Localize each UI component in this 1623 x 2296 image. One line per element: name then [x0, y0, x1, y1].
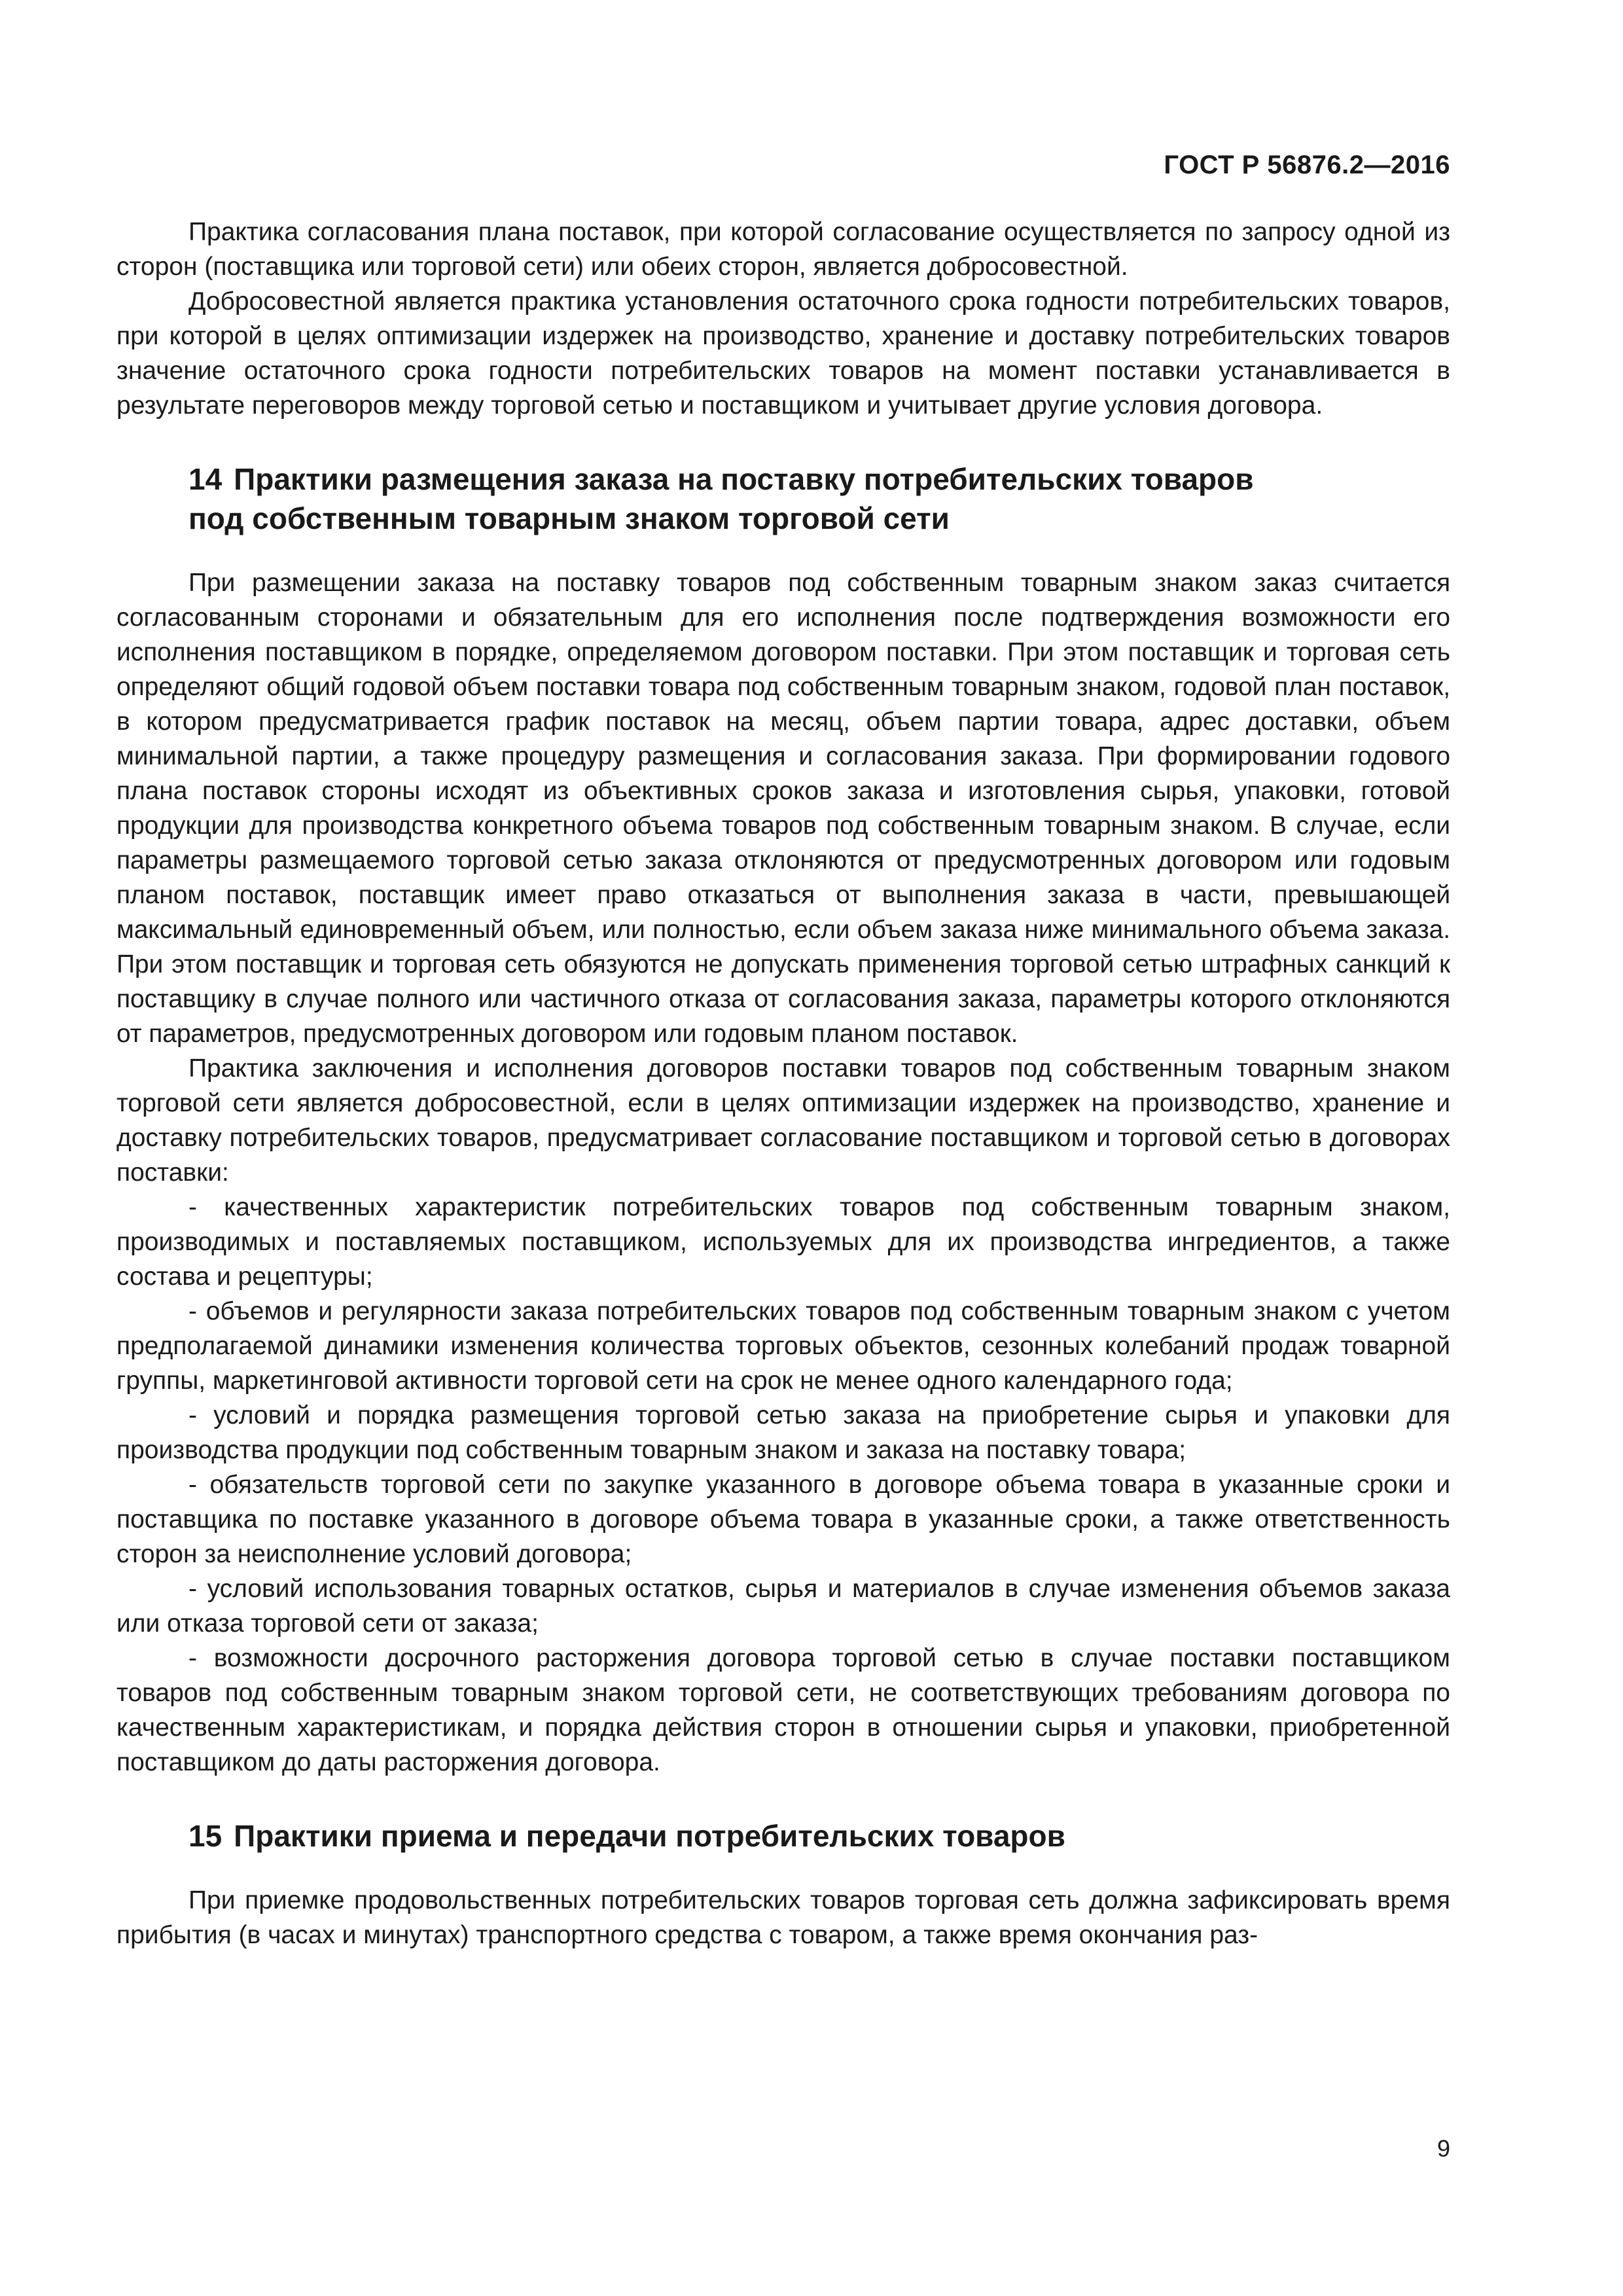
list-item: - условий использования товарных остатков, сырья и материалов в случае изменения объемов заказа или отказа торговой сети от заказа;: [116, 1575, 1450, 1638]
section-14-title-line2: под собственным товарным знаком торговой сети: [188, 501, 950, 535]
list-item: - объемов и регулярности заказа потребительских товаров под собственным товарным знаком с учетом предполагаемой динамики изменения количества торговых объектов, сезонных колебаний продаж товарной группы, маркетинговой активности торговой сети на срок не менее одного календарного года;: [116, 1297, 1450, 1395]
document-body: [116, 215, 1450, 1952]
section-15-heading: [188, 1816, 1450, 1856]
section-15-number: 15: [188, 1819, 223, 1853]
list-item: - обязательств торговой сети по закупке указанного в договоре объема товара в указанные сроки и поставщика по поставке указанного в договоре объема товара в указанные сроки, а также ответственность сторон за неисполнение условий договора;: [116, 1471, 1450, 1568]
paragraph: При размещении заказа на поставку товаров под собственным товарным знаком заказ считается согласованным сторонами и обязательным для его исполнения после подтверждения возможности его исполнения поставщиком в порядке, определяемом договором поставки. При этом поставщик и торговая сеть определяют общий годовой объем поставки товара под собственным товарным знаком, годовой план поставок, в котором предусматривается график поставок на месяц, объем партии товара, адрес доставки, объем минимальной партии, а также процедуру размещения и согласования заказа. При формировании годового плана поставок стороны исходят из объективных сроков заказа и изготовления сырья, упаковки, готовой продукции для производства конкретного объема товаров под собственным товарным знаком. В случае, если параметры размещаемого торговой сетью заказа отклоняются от предусмотренных договором или годовым планом поставок, поставщик имеет право отказаться от выполнения заказа в части, превышающей максимальный единовременный объем, или полностью, если объем заказа ниже минимального объема заказа. При этом поставщик и торговая сеть обязуются не допускать применения торговой сетью штрафных санкций к поставщику в случае полного или частичного отказа от согласования заказа, параметры которого отклоняются от параметров, предусмотренных договором или годовым планом поставок.: [116, 569, 1450, 1048]
paragraph: Добросовестной является практика установления остаточного срока годности потребительских товаров, при которой в целях оптимизации издержек на производство, хранение и доставку потребительских товаров значение остаточного срока годности потребительских товаров на момент поставки устанавливается в результате переговоров между торговой сетью и поставщиком и учитывает другие условия договора.: [116, 287, 1450, 420]
list-item: - условий и порядка размещения торговой сетью заказа на приобретение сырья и упаковки для производства продукции под собственным товарным знаком и заказа на поставку товара;: [116, 1401, 1450, 1464]
paragraph: Практика согласования плана поставок, при которой согласование осуществляется по запросу одной из сторон (поставщика или торговой сети) или обеих сторон, является добросовестной.: [116, 218, 1450, 281]
list-item: - качественных характеристик потребительских товаров под собственным товарным знаком, производимых и поставляемых поставщиком, используемых для их производства ингредиентов, а также состава и рецептуры;: [116, 1193, 1450, 1291]
section-14-title-line1: Практики размещения заказа на поставку потребительских товаров: [234, 462, 1254, 496]
document-page: [116, 131, 1450, 2225]
list-item: - возможности досрочного расторжения договора торговой сетью в случае поставки поставщиком товаров под собственным товарным знаком торговой сети, не соответствующих требованиям договора по качественным характеристикам, и порядка действия сторон в отношении сырья и упаковки, приобретенной поставщиком до даты расторжения договора.: [116, 1644, 1450, 1776]
page-number: 9: [1436, 2135, 1450, 2162]
paragraph: Практика заключения и исполнения договоров поставки товаров под собственным товарным знаком торговой сети является добросовестной, если в целях оптимизации издержек на производство, хранение и доставку потребительских товаров, предусматривает согласование поставщиком и торговой сетью в договорах поставки:: [116, 1054, 1450, 1187]
document-code: ГОСТ Р 56876.2—2016: [1164, 151, 1450, 179]
section-15-title: Практики приема и передачи потребительских товаров: [234, 1819, 1065, 1853]
section-14-heading: [188, 459, 1450, 538]
section-14-number: 14: [188, 462, 223, 496]
paragraph: При приемке продовольственных потребительских товаров торговая сеть должна зафиксировать время прибытия (в часах и минутах) транспортного средства с товаром, а также время окончания раз-: [116, 1886, 1450, 1949]
